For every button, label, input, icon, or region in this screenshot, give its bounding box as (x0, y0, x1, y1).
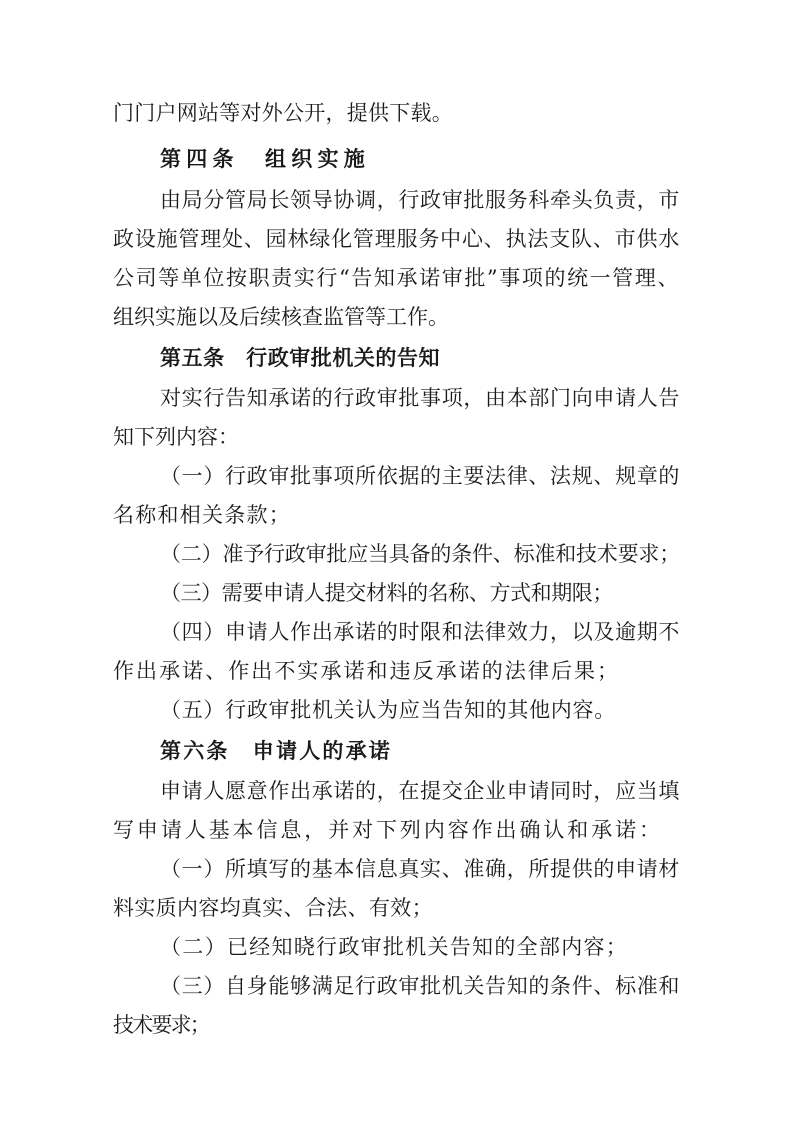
list-item-text: 技术要求； (113, 1013, 209, 1037)
list-item-text: （三）自身能够满足行政审批机关告知的条件、标准和 (160, 974, 681, 998)
list-item-text: （一）行政审批事项所依据的主要法律、法规、规章的 (160, 464, 681, 488)
body-text-line: 知下列内容： (113, 425, 239, 449)
body-text-line: 公司等单位按职责实行“告知承诺审批”事项的统一管理、 (113, 266, 681, 290)
body-text-line: 由局分管局长领导协调，行政审批服务科牵头负责，市 (160, 188, 681, 212)
body-text-line: 申请人愿意作出承诺的，在提交企业申请同时，应当填 (160, 779, 681, 803)
list-item-text: （五）行政审批机关认为应当告知的其他内容。 (160, 698, 616, 722)
body-text-line: 对实行告知承诺的行政审批事项，由本部门向申请人告 (160, 386, 681, 410)
body-text-line: 组织实施以及后续核查监管等工作。 (113, 305, 449, 329)
body-text-line: 写申请人基本信息，并对下列内容作出确认和承诺： (113, 818, 663, 842)
article-4-heading: 第四条 组织实施 (160, 147, 370, 171)
article-5-heading: 第五条 行政审批机关的告知 (160, 346, 441, 370)
list-item-text: （一）所填写的基本信息真实、准确，所提供的申请材 (160, 857, 681, 881)
list-item-text: （三）需要申请人提交材料的名称、方式和期限； (160, 581, 613, 605)
list-item-text: 料实质内容均真实、合法、有效； (113, 896, 433, 920)
body-text-line: 政设施管理处、园林绿化管理服务中心、执法支队、市供水 (113, 227, 681, 251)
list-item-text: （二）准予行政审批应当具备的条件、标准和技术要求； (160, 542, 680, 566)
body-text-line: 门门户网站等对外公开，提供下载。 (113, 101, 453, 125)
list-item-text: （二）已经知晓行政审批机关告知的全部内容； (160, 935, 629, 959)
list-item-text: 作出承诺、作出不实承诺和违反承诺的法律后果； (113, 659, 621, 683)
list-item-text: （四）申请人作出承诺的时限和法律效力，以及逾期不 (160, 620, 681, 644)
article-6-heading: 第六条 申请人的承诺 (160, 739, 392, 763)
list-item-text: 名称和相关条款； (113, 503, 291, 527)
